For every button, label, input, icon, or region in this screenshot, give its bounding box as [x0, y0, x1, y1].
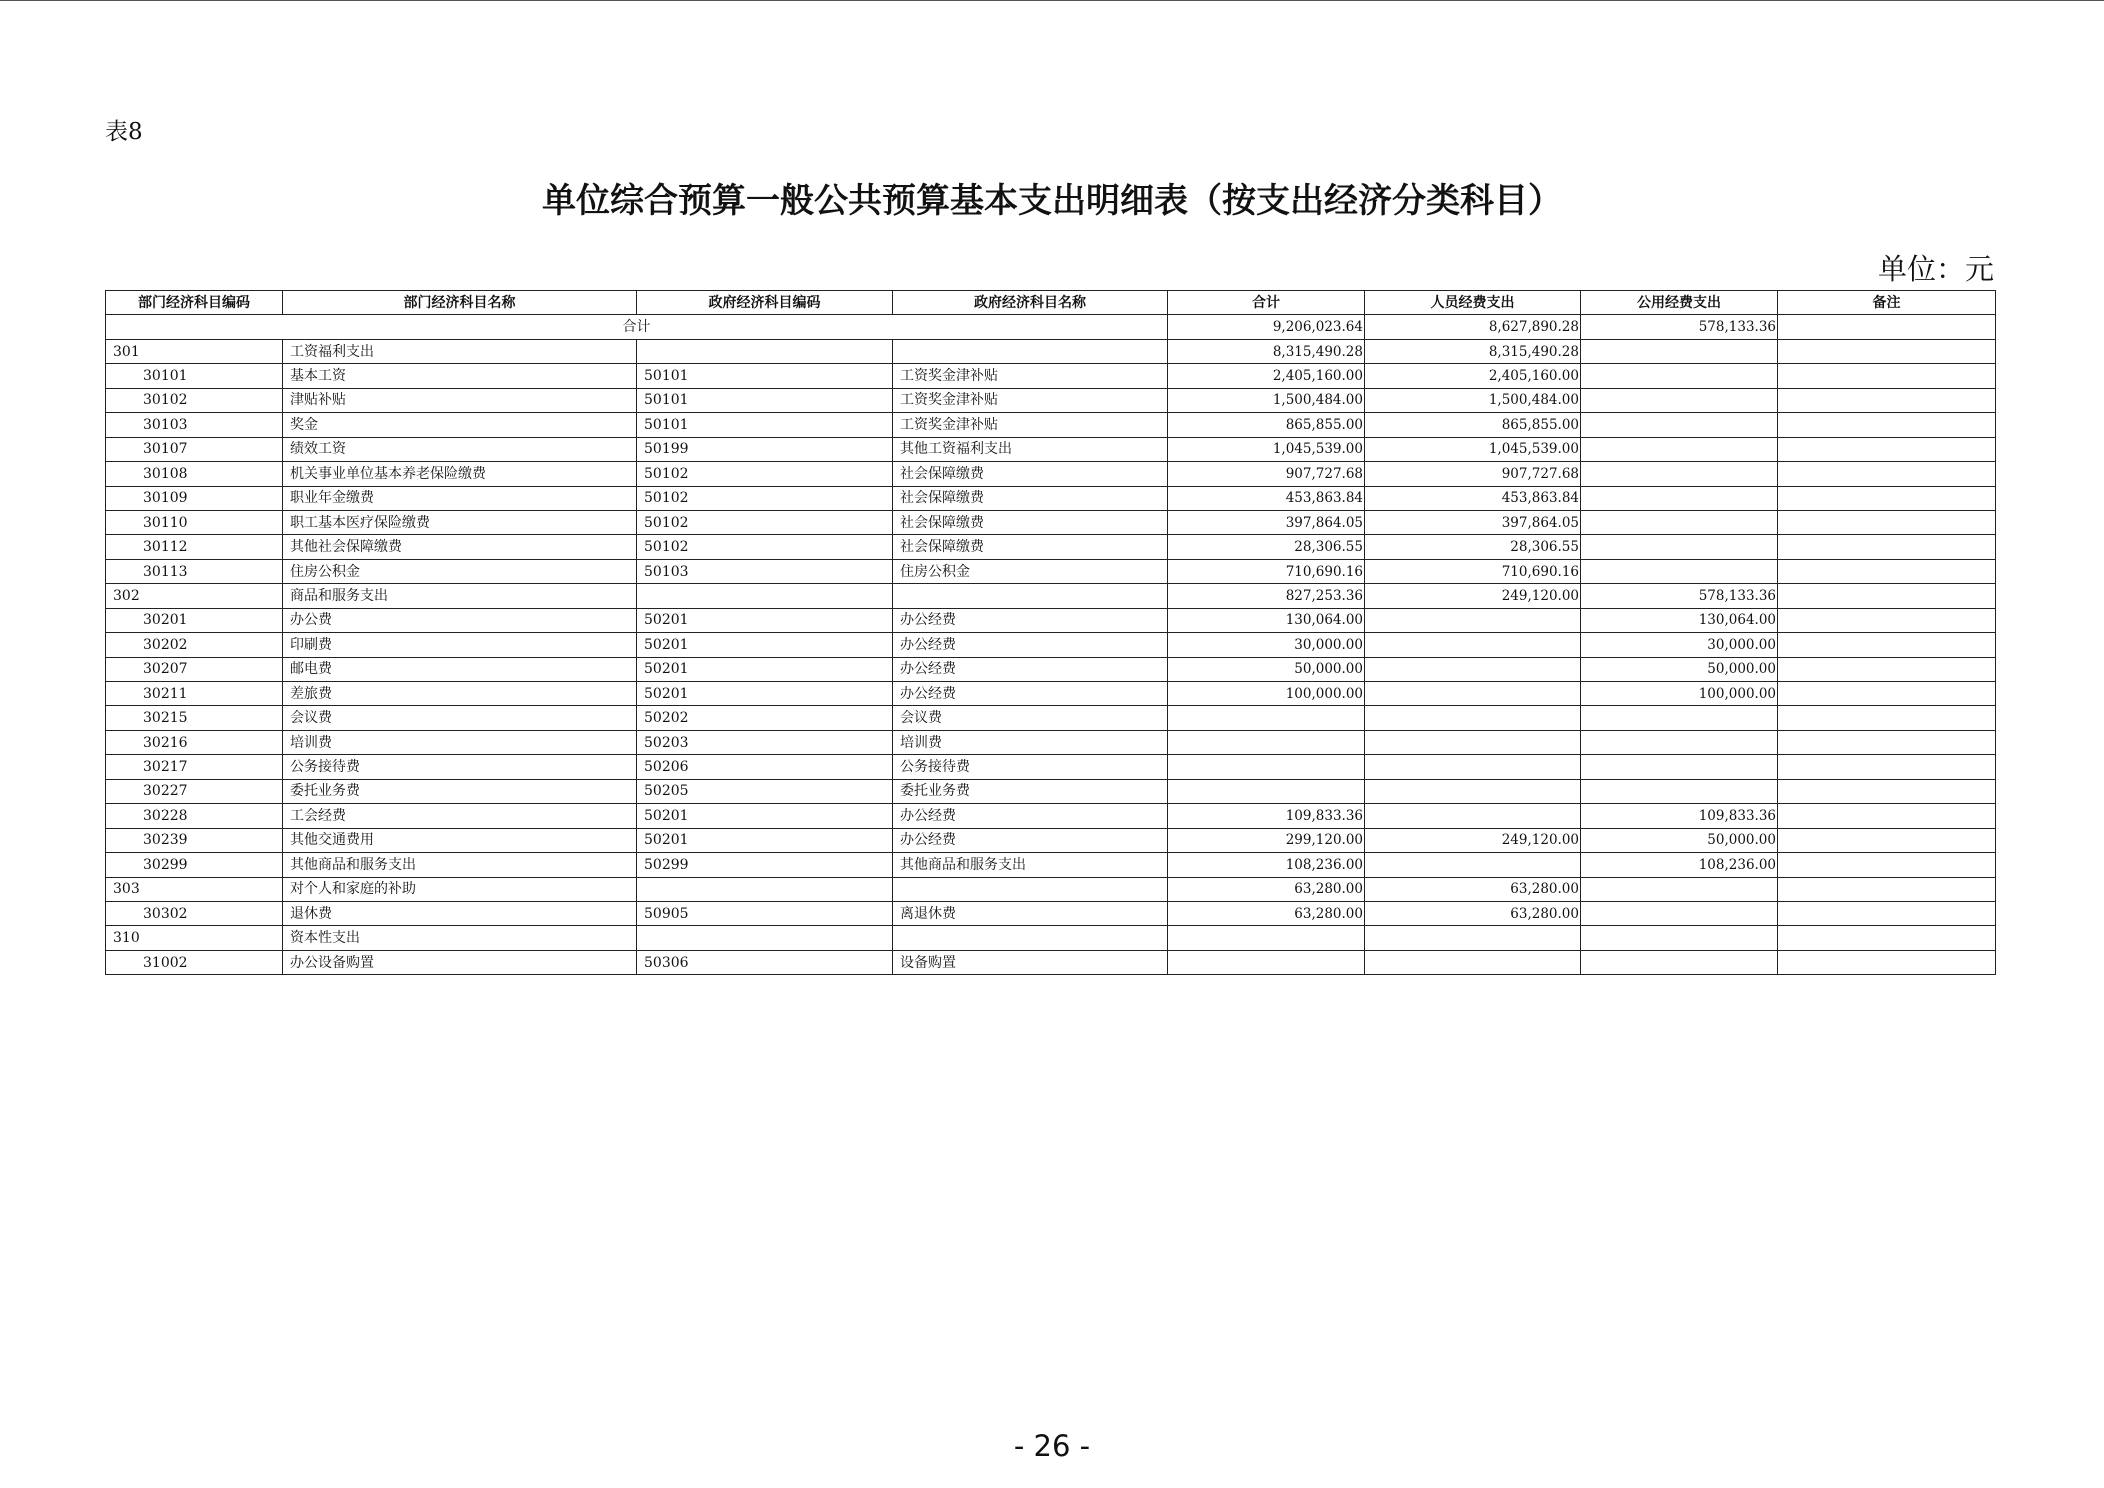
cell-public: [1581, 339, 1778, 363]
table-row: [106, 510, 1996, 534]
cell-gov-code: 50306: [637, 950, 893, 974]
cell-gov-code: 50201: [637, 657, 893, 681]
cell-personnel: [1365, 804, 1581, 828]
cell-gov-code: [637, 877, 893, 901]
table-row: [106, 755, 1996, 779]
cell-total: 8,315,490.28: [1168, 339, 1365, 363]
cell-dept-code: 30113: [106, 559, 283, 583]
cell-personnel: 397,864.05: [1365, 510, 1581, 534]
cell-dept-name: 邮电费: [283, 657, 637, 681]
cell-dept-code: 30217: [106, 755, 283, 779]
cell-public: [1581, 779, 1778, 803]
cell-total: 100,000.00: [1168, 682, 1365, 706]
cell-gov-name: 办公经费: [893, 657, 1168, 681]
cell-total: 827,253.36: [1168, 584, 1365, 608]
cell-public: 100,000.00: [1581, 682, 1778, 706]
cell-remark: [1778, 779, 1996, 803]
cell-gov-code: 50102: [637, 535, 893, 559]
cell-dept-name: 津贴补贴: [283, 388, 637, 412]
cell-gov-code: 50203: [637, 730, 893, 754]
cell-gov-name: 住房公积金: [893, 559, 1168, 583]
cell-dept-code: 30107: [106, 437, 283, 461]
cell-public: [1581, 388, 1778, 412]
cell-total: 108,236.00: [1168, 853, 1365, 877]
table-number: 表8: [105, 119, 143, 145]
cell-dept-name: 机关事业单位基本养老保险缴费: [283, 462, 637, 486]
cell-gov-name: 社会保障缴费: [893, 535, 1168, 559]
cell-dept-name: 办公设备购置: [283, 950, 637, 974]
cell-gov-name: 工资奖金津补贴: [893, 364, 1168, 388]
cell-public: [1581, 510, 1778, 534]
cell-remark: [1778, 510, 1996, 534]
cell-gov-code: 50101: [637, 413, 893, 437]
cell-dept-code: 303: [106, 877, 283, 901]
cell-remark: [1778, 608, 1996, 632]
cell-dept-code: 30103: [106, 413, 283, 437]
cell-dept-code: 30108: [106, 462, 283, 486]
cell-public: [1581, 730, 1778, 754]
cell-dept-code: 30215: [106, 706, 283, 730]
cell-dept-code: 30299: [106, 853, 283, 877]
cell-gov-name: [893, 877, 1168, 901]
total-row: [106, 315, 1996, 339]
table-row: [106, 633, 1996, 657]
cell-total: 63,280.00: [1168, 877, 1365, 901]
cell-total: 397,864.05: [1168, 510, 1365, 534]
cell-gov-code: 50199: [637, 437, 893, 461]
cell-dept-name: 住房公积金: [283, 559, 637, 583]
cell-personnel: 63,280.00: [1365, 877, 1581, 901]
cell-remark: [1778, 706, 1996, 730]
cell-gov-code: 50205: [637, 779, 893, 803]
cell-public: [1581, 462, 1778, 486]
cell-gov-code: 50103: [637, 559, 893, 583]
cell-public: [1581, 950, 1778, 974]
cell-remark: [1778, 339, 1996, 363]
cell-total: 28,306.55: [1168, 535, 1365, 559]
table-row: [106, 877, 1996, 901]
cell-gov-name: 办公经费: [893, 828, 1168, 852]
total-row-public: 578,133.36: [1581, 315, 1778, 339]
table-row: [106, 535, 1996, 559]
cell-dept-code: 310: [106, 926, 283, 950]
table-row: [106, 804, 1996, 828]
cell-gov-name: 工资奖金津补贴: [893, 413, 1168, 437]
cell-gov-name: 办公经费: [893, 804, 1168, 828]
cell-gov-name: 社会保障缴费: [893, 510, 1168, 534]
cell-total: 109,833.36: [1168, 804, 1365, 828]
cell-dept-code: 30239: [106, 828, 283, 852]
cell-gov-name: [893, 584, 1168, 608]
cell-public: 578,133.36: [1581, 584, 1778, 608]
cell-gov-code: 50201: [637, 828, 893, 852]
table-row: [106, 657, 1996, 681]
cell-personnel: [1365, 779, 1581, 803]
cell-personnel: 710,690.16: [1365, 559, 1581, 583]
cell-remark: [1778, 901, 1996, 925]
page-title: 单位综合预算一般公共预算基本支出明细表（按支出经济分类科目）: [542, 181, 1562, 221]
cell-dept-code: 30101: [106, 364, 283, 388]
cell-gov-code: 50206: [637, 755, 893, 779]
table-row: [106, 926, 1996, 950]
table-row: [106, 364, 1996, 388]
table-row: [106, 608, 1996, 632]
cell-gov-code: 50202: [637, 706, 893, 730]
cell-dept-name: 退休费: [283, 901, 637, 925]
table-row: [106, 828, 1996, 852]
cell-total: [1168, 779, 1365, 803]
cell-total: 63,280.00: [1168, 901, 1365, 925]
page-number: - 26 -: [1013, 1429, 1091, 1463]
cell-gov-code: 50102: [637, 510, 893, 534]
column-header-dept-code: 部门经济科目编码: [106, 291, 283, 315]
cell-gov-name: 会议费: [893, 706, 1168, 730]
cell-remark: [1778, 462, 1996, 486]
cell-remark: [1778, 584, 1996, 608]
cell-gov-code: 50201: [637, 633, 893, 657]
table-row: [106, 682, 1996, 706]
column-header-personnel: 人员经费支出: [1365, 291, 1581, 315]
cell-personnel: 453,863.84: [1365, 486, 1581, 510]
cell-gov-name: 其他工资福利支出: [893, 437, 1168, 461]
cell-dept-code: 302: [106, 584, 283, 608]
cell-remark: [1778, 853, 1996, 877]
cell-total: 130,064.00: [1168, 608, 1365, 632]
column-header-remark: 备注: [1778, 291, 1996, 315]
cell-dept-name: 资本性支出: [283, 926, 637, 950]
cell-public: [1581, 755, 1778, 779]
cell-personnel: [1365, 657, 1581, 681]
cell-personnel: [1365, 706, 1581, 730]
cell-dept-name: 其他商品和服务支出: [283, 853, 637, 877]
cell-remark: [1778, 535, 1996, 559]
cell-gov-name: 工资奖金津补贴: [893, 388, 1168, 412]
cell-total: [1168, 755, 1365, 779]
cell-gov-code: 50102: [637, 486, 893, 510]
cell-personnel: [1365, 755, 1581, 779]
cell-remark: [1778, 559, 1996, 583]
cell-total: 1,500,484.00: [1168, 388, 1365, 412]
cell-dept-name: 印刷费: [283, 633, 637, 657]
cell-personnel: [1365, 633, 1581, 657]
cell-gov-code: 50102: [637, 462, 893, 486]
cell-dept-code: 31002: [106, 950, 283, 974]
cell-personnel: [1365, 853, 1581, 877]
cell-public: 30,000.00: [1581, 633, 1778, 657]
cell-remark: [1778, 633, 1996, 657]
cell-gov-code: 50299: [637, 853, 893, 877]
cell-gov-code: 50905: [637, 901, 893, 925]
cell-personnel: 907,727.68: [1365, 462, 1581, 486]
total-row-remark: [1778, 315, 1996, 339]
cell-total: [1168, 730, 1365, 754]
cell-public: [1581, 486, 1778, 510]
cell-gov-name: 公务接待费: [893, 755, 1168, 779]
cell-remark: [1778, 828, 1996, 852]
cell-dept-code: 30202: [106, 633, 283, 657]
cell-dept-name: 工会经费: [283, 804, 637, 828]
table-row: [106, 730, 1996, 754]
cell-gov-code: 50201: [637, 804, 893, 828]
cell-dept-code: 30207: [106, 657, 283, 681]
cell-dept-name: 职工基本医疗保险缴费: [283, 510, 637, 534]
cell-public: [1581, 706, 1778, 730]
cell-personnel: 1,500,484.00: [1365, 388, 1581, 412]
cell-personnel: 1,045,539.00: [1365, 437, 1581, 461]
cell-gov-name: 办公经费: [893, 608, 1168, 632]
column-header-dept-name: 部门经济科目名称: [283, 291, 637, 315]
cell-gov-name: 培训费: [893, 730, 1168, 754]
cell-gov-name: 办公经费: [893, 682, 1168, 706]
cell-gov-code: 50201: [637, 608, 893, 632]
cell-dept-code: 30211: [106, 682, 283, 706]
cell-remark: [1778, 682, 1996, 706]
cell-remark: [1778, 413, 1996, 437]
cell-total: [1168, 926, 1365, 950]
cell-public: 50,000.00: [1581, 657, 1778, 681]
cell-personnel: 63,280.00: [1365, 901, 1581, 925]
cell-gov-code: [637, 339, 893, 363]
cell-public: 109,833.36: [1581, 804, 1778, 828]
cell-remark: [1778, 437, 1996, 461]
cell-dept-name: 商品和服务支出: [283, 584, 637, 608]
column-header-total: 合计: [1168, 291, 1365, 315]
cell-total: 1,045,539.00: [1168, 437, 1365, 461]
cell-dept-name: 公务接待费: [283, 755, 637, 779]
cell-dept-name: 委托业务费: [283, 779, 637, 803]
cell-remark: [1778, 657, 1996, 681]
table-row: [106, 584, 1996, 608]
table-row: [106, 853, 1996, 877]
table-row: [106, 413, 1996, 437]
cell-public: [1581, 926, 1778, 950]
cell-dept-name: 差旅费: [283, 682, 637, 706]
cell-public: [1581, 364, 1778, 388]
cell-dept-name: 培训费: [283, 730, 637, 754]
cell-public: [1581, 877, 1778, 901]
column-header-public: 公用经费支出: [1581, 291, 1778, 315]
cell-remark: [1778, 804, 1996, 828]
unit-label: 单位：元: [1877, 252, 1994, 286]
budget-detail-table: [105, 290, 1996, 975]
cell-personnel: 28,306.55: [1365, 535, 1581, 559]
cell-dept-code: 30109: [106, 486, 283, 510]
total-row-label: 合计: [106, 315, 1168, 339]
cell-dept-name: 会议费: [283, 706, 637, 730]
cell-remark: [1778, 730, 1996, 754]
cell-dept-name: 职业年金缴费: [283, 486, 637, 510]
cell-dept-name: 其他交通费用: [283, 828, 637, 852]
cell-dept-code: 30102: [106, 388, 283, 412]
cell-remark: [1778, 364, 1996, 388]
cell-remark: [1778, 926, 1996, 950]
cell-public: [1581, 901, 1778, 925]
cell-dept-name: 对个人和家庭的补助: [283, 877, 637, 901]
cell-gov-name: 设备购置: [893, 950, 1168, 974]
cell-public: 130,064.00: [1581, 608, 1778, 632]
table-header-row: [106, 291, 1996, 315]
total-row-personnel: 8,627,890.28: [1365, 315, 1581, 339]
cell-total: [1168, 950, 1365, 974]
cell-total: 865,855.00: [1168, 413, 1365, 437]
cell-public: [1581, 413, 1778, 437]
cell-dept-name: 绩效工资: [283, 437, 637, 461]
cell-dept-code: 30201: [106, 608, 283, 632]
cell-personnel: 865,855.00: [1365, 413, 1581, 437]
cell-public: [1581, 535, 1778, 559]
cell-dept-code: 30228: [106, 804, 283, 828]
cell-remark: [1778, 388, 1996, 412]
cell-remark: [1778, 877, 1996, 901]
cell-total: 453,863.84: [1168, 486, 1365, 510]
cell-personnel: [1365, 608, 1581, 632]
cell-dept-code: 30302: [106, 901, 283, 925]
table-row: [106, 779, 1996, 803]
cell-personnel: 249,120.00: [1365, 584, 1581, 608]
cell-remark: [1778, 486, 1996, 510]
cell-gov-code: 50201: [637, 682, 893, 706]
cell-gov-name: 离退休费: [893, 901, 1168, 925]
cell-personnel: 249,120.00: [1365, 828, 1581, 852]
cell-personnel: 2,405,160.00: [1365, 364, 1581, 388]
cell-dept-code: 30112: [106, 535, 283, 559]
total-row-total: 9,206,023.64: [1168, 315, 1365, 339]
cell-gov-name: 办公经费: [893, 633, 1168, 657]
table-row: [106, 437, 1996, 461]
column-header-gov-code: 政府经济科目编码: [637, 291, 893, 315]
cell-gov-code: 50101: [637, 364, 893, 388]
table-row: [106, 486, 1996, 510]
cell-gov-name: 委托业务费: [893, 779, 1168, 803]
cell-total: 299,120.00: [1168, 828, 1365, 852]
cell-total: 710,690.16: [1168, 559, 1365, 583]
cell-dept-code: 301: [106, 339, 283, 363]
table-row: [106, 950, 1996, 974]
cell-dept-name: 办公费: [283, 608, 637, 632]
cell-remark: [1778, 755, 1996, 779]
table-row: [106, 388, 1996, 412]
cell-total: 2,405,160.00: [1168, 364, 1365, 388]
table-row: [106, 706, 1996, 730]
column-header-gov-name: 政府经济科目名称: [893, 291, 1168, 315]
cell-personnel: [1365, 926, 1581, 950]
table-row: [106, 462, 1996, 486]
table-row: [106, 559, 1996, 583]
page-top-rule: [0, 0, 2104, 1]
cell-gov-code: 50101: [637, 388, 893, 412]
cell-gov-name: [893, 339, 1168, 363]
cell-total: 50,000.00: [1168, 657, 1365, 681]
cell-public: 108,236.00: [1581, 853, 1778, 877]
cell-public: 50,000.00: [1581, 828, 1778, 852]
cell-personnel: [1365, 682, 1581, 706]
table-row: [106, 901, 1996, 925]
cell-personnel: 8,315,490.28: [1365, 339, 1581, 363]
cell-dept-code: 30110: [106, 510, 283, 534]
cell-public: [1581, 559, 1778, 583]
cell-dept-name: 基本工资: [283, 364, 637, 388]
cell-dept-name: 其他社会保障缴费: [283, 535, 637, 559]
cell-total: [1168, 706, 1365, 730]
cell-dept-name: 工资福利支出: [283, 339, 637, 363]
table-row: [106, 339, 1996, 363]
cell-gov-code: [637, 926, 893, 950]
cell-remark: [1778, 950, 1996, 974]
cell-dept-code: 30227: [106, 779, 283, 803]
cell-personnel: [1365, 950, 1581, 974]
cell-total: 907,727.68: [1168, 462, 1365, 486]
cell-gov-name: 社会保障缴费: [893, 486, 1168, 510]
cell-total: 30,000.00: [1168, 633, 1365, 657]
cell-gov-name: 其他商品和服务支出: [893, 853, 1168, 877]
cell-personnel: [1365, 730, 1581, 754]
cell-public: [1581, 437, 1778, 461]
cell-gov-code: [637, 584, 893, 608]
cell-gov-name: [893, 926, 1168, 950]
cell-gov-name: 社会保障缴费: [893, 462, 1168, 486]
cell-dept-code: 30216: [106, 730, 283, 754]
cell-dept-name: 奖金: [283, 413, 637, 437]
